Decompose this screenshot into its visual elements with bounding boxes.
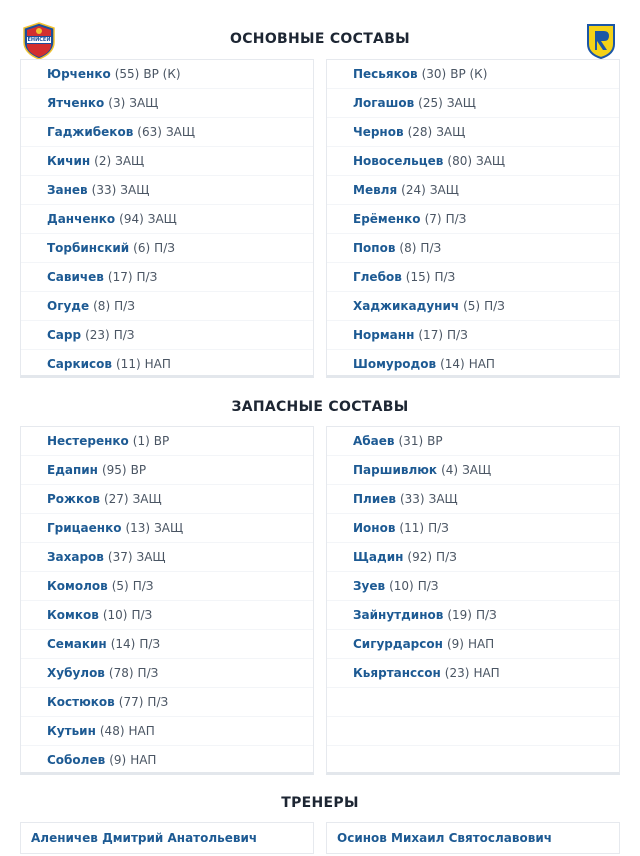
player-name-link[interactable]: Ерёменко [353, 212, 421, 226]
player-row [327, 147, 619, 176]
player-row [21, 427, 313, 456]
player-row [327, 427, 619, 456]
player-position: ВР [153, 434, 170, 448]
player-number: (78) [108, 666, 134, 680]
player-position: НАП [468, 357, 495, 371]
player-number: (9) [446, 637, 464, 651]
player-number: (27) [103, 492, 129, 506]
player-row [21, 234, 313, 263]
player-row [327, 321, 619, 350]
player-number: (7) [424, 212, 442, 226]
player-row [21, 263, 313, 292]
player-name-link[interactable]: Чернов [353, 125, 404, 139]
player-position: П/З [417, 579, 439, 593]
player-position: ВР (К) [143, 67, 181, 81]
starting-lineups-title: ОСНОВНЫЕ СОСТАВЫ [230, 31, 410, 47]
player-number: (11) [399, 521, 425, 535]
player-name-link[interactable]: Сарр [47, 328, 82, 342]
player-position: ЗАЩ [147, 212, 177, 226]
away-starting-panel [326, 59, 620, 378]
player-position: П/З [132, 579, 154, 593]
player-name-link[interactable]: Ионов [353, 521, 396, 535]
away-substitutes-panel [326, 426, 620, 775]
player-position: ЗАЩ [428, 492, 458, 506]
player-position: ЗАЩ [132, 492, 162, 506]
player-name-link[interactable]: Зайнутдинов [353, 608, 444, 622]
player-name-link[interactable]: Кьяртанссон [353, 666, 441, 680]
player-name-link[interactable]: Щадин [353, 550, 404, 564]
player-name-link[interactable]: Грицаенко [47, 521, 122, 535]
player-number: (30) [421, 67, 447, 81]
player-number: (80) [447, 154, 473, 168]
player-number: (77) [118, 695, 144, 709]
player-row [327, 60, 619, 89]
player-row [21, 205, 313, 234]
player-position: П/З [436, 550, 457, 564]
player-name-link[interactable]: Кутьин [47, 724, 96, 738]
player-position: П/З [147, 695, 169, 709]
player-position: П/З [131, 608, 153, 622]
player-name-link[interactable]: Юрченко [47, 67, 111, 81]
player-number: (17) [418, 328, 444, 342]
player-position: ЗАЩ [129, 96, 159, 110]
player-position: П/З [434, 270, 456, 284]
home-starting-list [21, 60, 313, 379]
player-name-link[interactable]: Попов [353, 241, 396, 255]
player-row [327, 456, 619, 485]
player-row [327, 485, 619, 514]
player-row [21, 688, 313, 717]
player-position: ЗАЩ [136, 550, 166, 564]
player-name-link[interactable]: Захаров [47, 550, 104, 564]
player-name-link[interactable]: Шомуродов [353, 357, 437, 371]
player-position: ЗАЩ [429, 183, 459, 197]
player-number: (8) [93, 299, 111, 313]
player-position: П/З [484, 299, 505, 313]
player-position: П/З [114, 299, 135, 313]
player-name-link[interactable]: Саркисов [47, 357, 112, 371]
player-number: (1) [132, 434, 150, 448]
player-number: (2) [94, 154, 112, 168]
player-number: (8) [399, 241, 417, 255]
player-number: (48) [99, 724, 125, 738]
player-number: (33) [399, 492, 425, 506]
player-row [327, 514, 619, 543]
player-position: ВР [427, 434, 443, 448]
player-number: (28) [407, 125, 433, 139]
player-row [327, 205, 619, 234]
player-row [327, 350, 619, 379]
player-name-link[interactable]: Песьяков [353, 67, 418, 81]
player-position: П/З [136, 270, 158, 284]
player-position: П/З [475, 608, 497, 622]
player-name-link[interactable]: Рожков [47, 492, 100, 506]
home-starting-panel [20, 59, 314, 378]
player-name-link[interactable]: Семакин [47, 637, 107, 651]
player-name-link[interactable]: Кичин [47, 154, 91, 168]
player-number: (33) [91, 183, 117, 197]
player-number: (23) [85, 328, 110, 342]
player-name-link[interactable]: Данченко [47, 212, 116, 226]
player-number: (3) [108, 96, 126, 110]
player-row [21, 543, 313, 572]
player-row [21, 572, 313, 601]
player-row [327, 234, 619, 263]
player-position: П/З [428, 521, 449, 535]
player-number: (11) [116, 357, 141, 371]
player-name-link[interactable]: Торбинский [47, 241, 130, 255]
player-name-link[interactable]: Паршивлюк [353, 463, 438, 477]
player-row [21, 630, 313, 659]
player-number: (94) [119, 212, 144, 226]
away-substitutes-list [327, 427, 619, 688]
player-position: П/З [420, 241, 442, 255]
player-name-link[interactable]: Едапин [47, 463, 98, 477]
player-name-link[interactable]: Нестеренко [47, 434, 129, 448]
player-row [21, 601, 313, 630]
player-row [21, 456, 313, 485]
player-name-link[interactable]: Костюков [47, 695, 115, 709]
home-substitutes-panel [20, 426, 314, 775]
player-row [327, 543, 619, 572]
player-row [21, 350, 313, 379]
player-row [327, 118, 619, 147]
player-row [21, 60, 313, 89]
player-number: (5) [463, 299, 481, 313]
player-number: (6) [133, 241, 151, 255]
player-row [21, 321, 313, 350]
player-position: П/З [445, 212, 467, 226]
player-name-link[interactable]: Хубулов [47, 666, 105, 680]
player-number: (19) [447, 608, 472, 622]
away-coach[interactable]: Осинов Михаил Святославович [326, 822, 620, 854]
player-name-link[interactable]: Хаджикадунич [353, 299, 460, 313]
player-name-link[interactable]: Соболев [47, 753, 106, 767]
player-name-link[interactable]: Плиев [353, 492, 396, 506]
player-number: (55) [114, 67, 140, 81]
player-position: ЗАЩ [436, 125, 466, 139]
player-name-link[interactable]: Норманн [353, 328, 415, 342]
player-row [21, 292, 313, 321]
player-position: НАП [144, 357, 171, 371]
player-position: ВР (К) [450, 67, 488, 81]
player-position: ЗАЩ [476, 154, 506, 168]
home-coach[interactable]: Аленичев Дмитрий Анатольевич [20, 822, 314, 854]
substitutes-title: ЗАПАСНЫЕ СОСТАВЫ [231, 399, 409, 415]
player-number: (17) [107, 270, 133, 284]
player-name-link[interactable]: Глебов [353, 270, 402, 284]
player-name-link[interactable]: Логашов [353, 96, 415, 110]
player-position: П/З [154, 241, 175, 255]
player-row [327, 601, 619, 630]
player-row [21, 89, 313, 118]
player-row [327, 572, 619, 601]
player-name-link[interactable]: Огуде [47, 299, 90, 313]
player-number: (4) [441, 463, 459, 477]
player-number: (63) [137, 125, 162, 139]
player-number: (9) [109, 753, 127, 767]
player-position: НАП [128, 724, 155, 738]
player-number: (31) [398, 434, 424, 448]
player-name-link[interactable]: Зуев [353, 579, 386, 593]
player-name-link[interactable]: Мевля [353, 183, 398, 197]
player-row [21, 118, 313, 147]
player-row [21, 176, 313, 205]
player-number: (37) [107, 550, 133, 564]
player-row [21, 147, 313, 176]
player-name-link[interactable]: Комолов [47, 579, 108, 593]
player-row [327, 176, 619, 205]
player-position: П/З [447, 328, 468, 342]
player-number: (25) [418, 96, 443, 110]
player-row [21, 659, 313, 688]
player-number: (95) [101, 463, 127, 477]
player-number: (15) [405, 270, 431, 284]
player-number: (13) [125, 521, 151, 535]
player-number: (92) [407, 550, 433, 564]
player-name-link[interactable]: Занев [47, 183, 88, 197]
player-row [21, 717, 313, 746]
home-substitutes-list [21, 427, 313, 775]
player-position: ЗАЩ [462, 463, 492, 477]
player-position: НАП [130, 753, 157, 767]
player-row [327, 630, 619, 659]
player-position: ЗАЩ [120, 183, 150, 197]
player-name-link[interactable]: Ятченко [47, 96, 105, 110]
player-number: (5) [111, 579, 129, 593]
player-number: (10) [389, 579, 414, 593]
player-name-link[interactable]: Абаев [353, 434, 395, 448]
player-position: П/З [137, 666, 159, 680]
player-position: П/З [113, 328, 135, 342]
player-row [327, 263, 619, 292]
player-row [327, 659, 619, 688]
player-name-link[interactable]: Гаджибеков [47, 125, 134, 139]
player-row [21, 746, 313, 775]
player-position: ЗАЩ [115, 154, 145, 168]
player-number: (10) [102, 608, 128, 622]
player-position: ЗАЩ [154, 521, 184, 535]
player-number: (24) [401, 183, 426, 197]
player-position: НАП [473, 666, 500, 680]
player-name-link[interactable]: Комков [47, 608, 99, 622]
player-row [21, 514, 313, 543]
player-name-link[interactable]: Савичев [47, 270, 104, 284]
player-position: П/З [139, 637, 161, 651]
player-name-link[interactable]: Сигурдарсон [353, 637, 443, 651]
away-starting-list [327, 60, 619, 379]
player-number: (14) [110, 637, 136, 651]
player-row [327, 292, 619, 321]
player-row [21, 485, 313, 514]
player-position: ВР [130, 463, 147, 477]
player-name-link[interactable]: Новосельцев [353, 154, 444, 168]
home-logo-text: ЕНИСЕЙ [27, 37, 51, 43]
player-position: НАП [467, 637, 495, 651]
player-row [327, 89, 619, 118]
player-position: ЗАЩ [446, 96, 476, 110]
player-number: (14) [440, 357, 465, 371]
player-position: ЗАЩ [165, 125, 195, 139]
coaches-title: ТРЕНЕРЫ [281, 795, 359, 811]
player-number: (23) [444, 666, 470, 680]
